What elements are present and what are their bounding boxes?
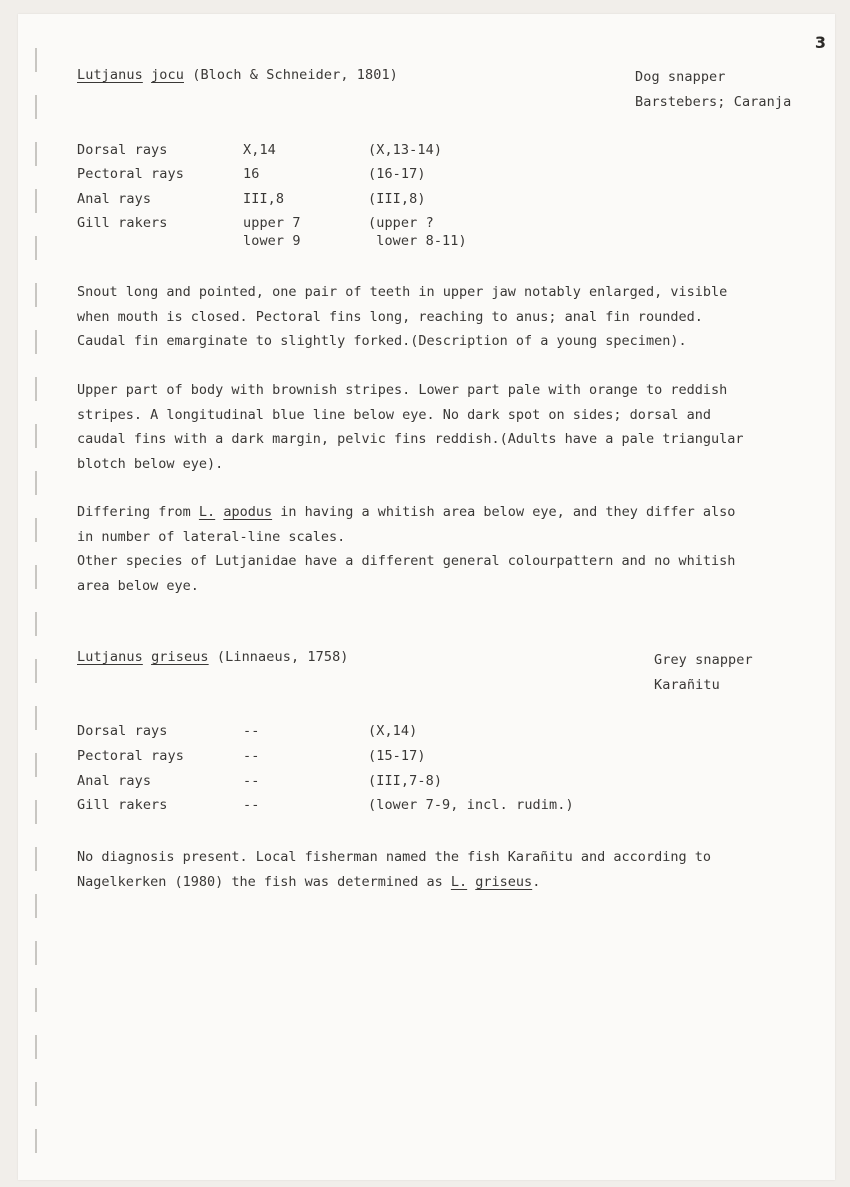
count-value: -- <box>243 723 260 739</box>
species2-epithet: griseus <box>151 649 209 665</box>
species2-genus: Lutjanus <box>77 649 143 665</box>
colour-line: caudal fins with a dark margin, pelvic fins reddish.(Adults have a pale triangular <box>77 431 744 447</box>
species2-local-names: Karañitu <box>654 677 720 693</box>
count-reference-line2: lower 8-11) <box>368 233 467 249</box>
species2-authority: (Linnaeus, 1758) <box>216 649 349 665</box>
ref-epithet: apodus <box>223 504 273 520</box>
species1-local-names: Barstebers; Caranja <box>635 94 792 110</box>
page-number: 3 <box>814 33 826 52</box>
differing-line: Other species of Lutjanidae have a different general colourpattern and no whitish <box>77 553 736 569</box>
note-ref-epithet: griseus <box>475 873 533 890</box>
count-reference: (upper ? <box>368 215 434 231</box>
count-reference: (X,13-14) <box>368 142 443 158</box>
differing-line <box>77 500 777 525</box>
count-reference: (X,14) <box>368 723 418 739</box>
differing-line: in number of lateral-line scales. <box>77 528 346 545</box>
species1-epithet: jocu <box>151 67 184 83</box>
note-prefix: Nagelkerken (1980) the fish was determined as <box>77 873 451 890</box>
count-label: Dorsal rays <box>77 723 168 739</box>
note-suffix: . <box>532 873 541 890</box>
note-ref-genus: L. <box>450 873 468 890</box>
count-reference: (III,7-8) <box>368 773 443 789</box>
colour-line: blotch below eye). <box>77 455 224 472</box>
differing-line: area below eye. <box>77 577 199 594</box>
species1-colour <box>77 378 777 476</box>
count-label: Gill rakers <box>77 215 168 231</box>
count-label: Pectoral rays <box>77 166 184 182</box>
differing-prefix: Differing from <box>77 504 199 520</box>
count-reference: (15-17) <box>368 748 426 764</box>
count-reference: (lower 7-9, incl. rudim.) <box>368 797 574 813</box>
species2-note <box>77 845 777 894</box>
colour-line: stripes. A longitudinal blue line below eye. No dark spot on sides; dorsal and <box>77 406 711 423</box>
count-label: Anal rays <box>77 773 152 789</box>
species1-description <box>77 280 777 354</box>
species2-common-name: Grey snapper <box>654 652 753 668</box>
count-value: -- <box>243 773 260 789</box>
description-line: Snout long and pointed, one pair of teeth in upper jaw notably enlarged, visible <box>77 284 728 300</box>
species1-differing <box>77 500 777 598</box>
count-value: III,8 <box>243 191 285 207</box>
species1-authority: (Bloch & Schneider, 1801) <box>192 67 398 83</box>
species1-heading <box>77 66 398 84</box>
count-value: 16 <box>243 166 260 182</box>
count-value: X,14 <box>243 142 276 158</box>
description-line: when mouth is closed. Pectoral fins long, reaching to anus; anal fin rounded. <box>77 308 703 325</box>
count-label: Dorsal rays <box>77 142 168 158</box>
differing-suffix: in having a whitish area below eye, and they differ also <box>272 504 736 520</box>
count-reference: (16-17) <box>368 166 426 182</box>
count-label: Pectoral rays <box>77 748 184 764</box>
species2-heading <box>77 648 349 666</box>
count-value-line2: lower 9 <box>243 233 301 249</box>
count-label: Gill rakers <box>77 797 168 813</box>
count-value: -- <box>243 797 260 813</box>
note-line <box>77 870 777 895</box>
species1-genus: Lutjanus <box>77 67 143 83</box>
description-line: Caudal fin emarginate to slightly forked.(Description of a young specimen). <box>77 333 687 349</box>
count-label: Anal rays <box>77 191 152 207</box>
note-line: No diagnosis present. Local fisherman named the fish Karañitu and according to <box>77 849 711 865</box>
count-value: -- <box>243 748 260 764</box>
ref-genus: L. <box>198 504 216 520</box>
colour-line: Upper part of body with brownish stripes. Lower part pale with orange to reddish <box>77 382 728 398</box>
species1-common-name: Dog snapper <box>635 69 726 85</box>
count-value: upper 7 <box>243 215 301 231</box>
count-reference: (III,8) <box>368 191 426 207</box>
